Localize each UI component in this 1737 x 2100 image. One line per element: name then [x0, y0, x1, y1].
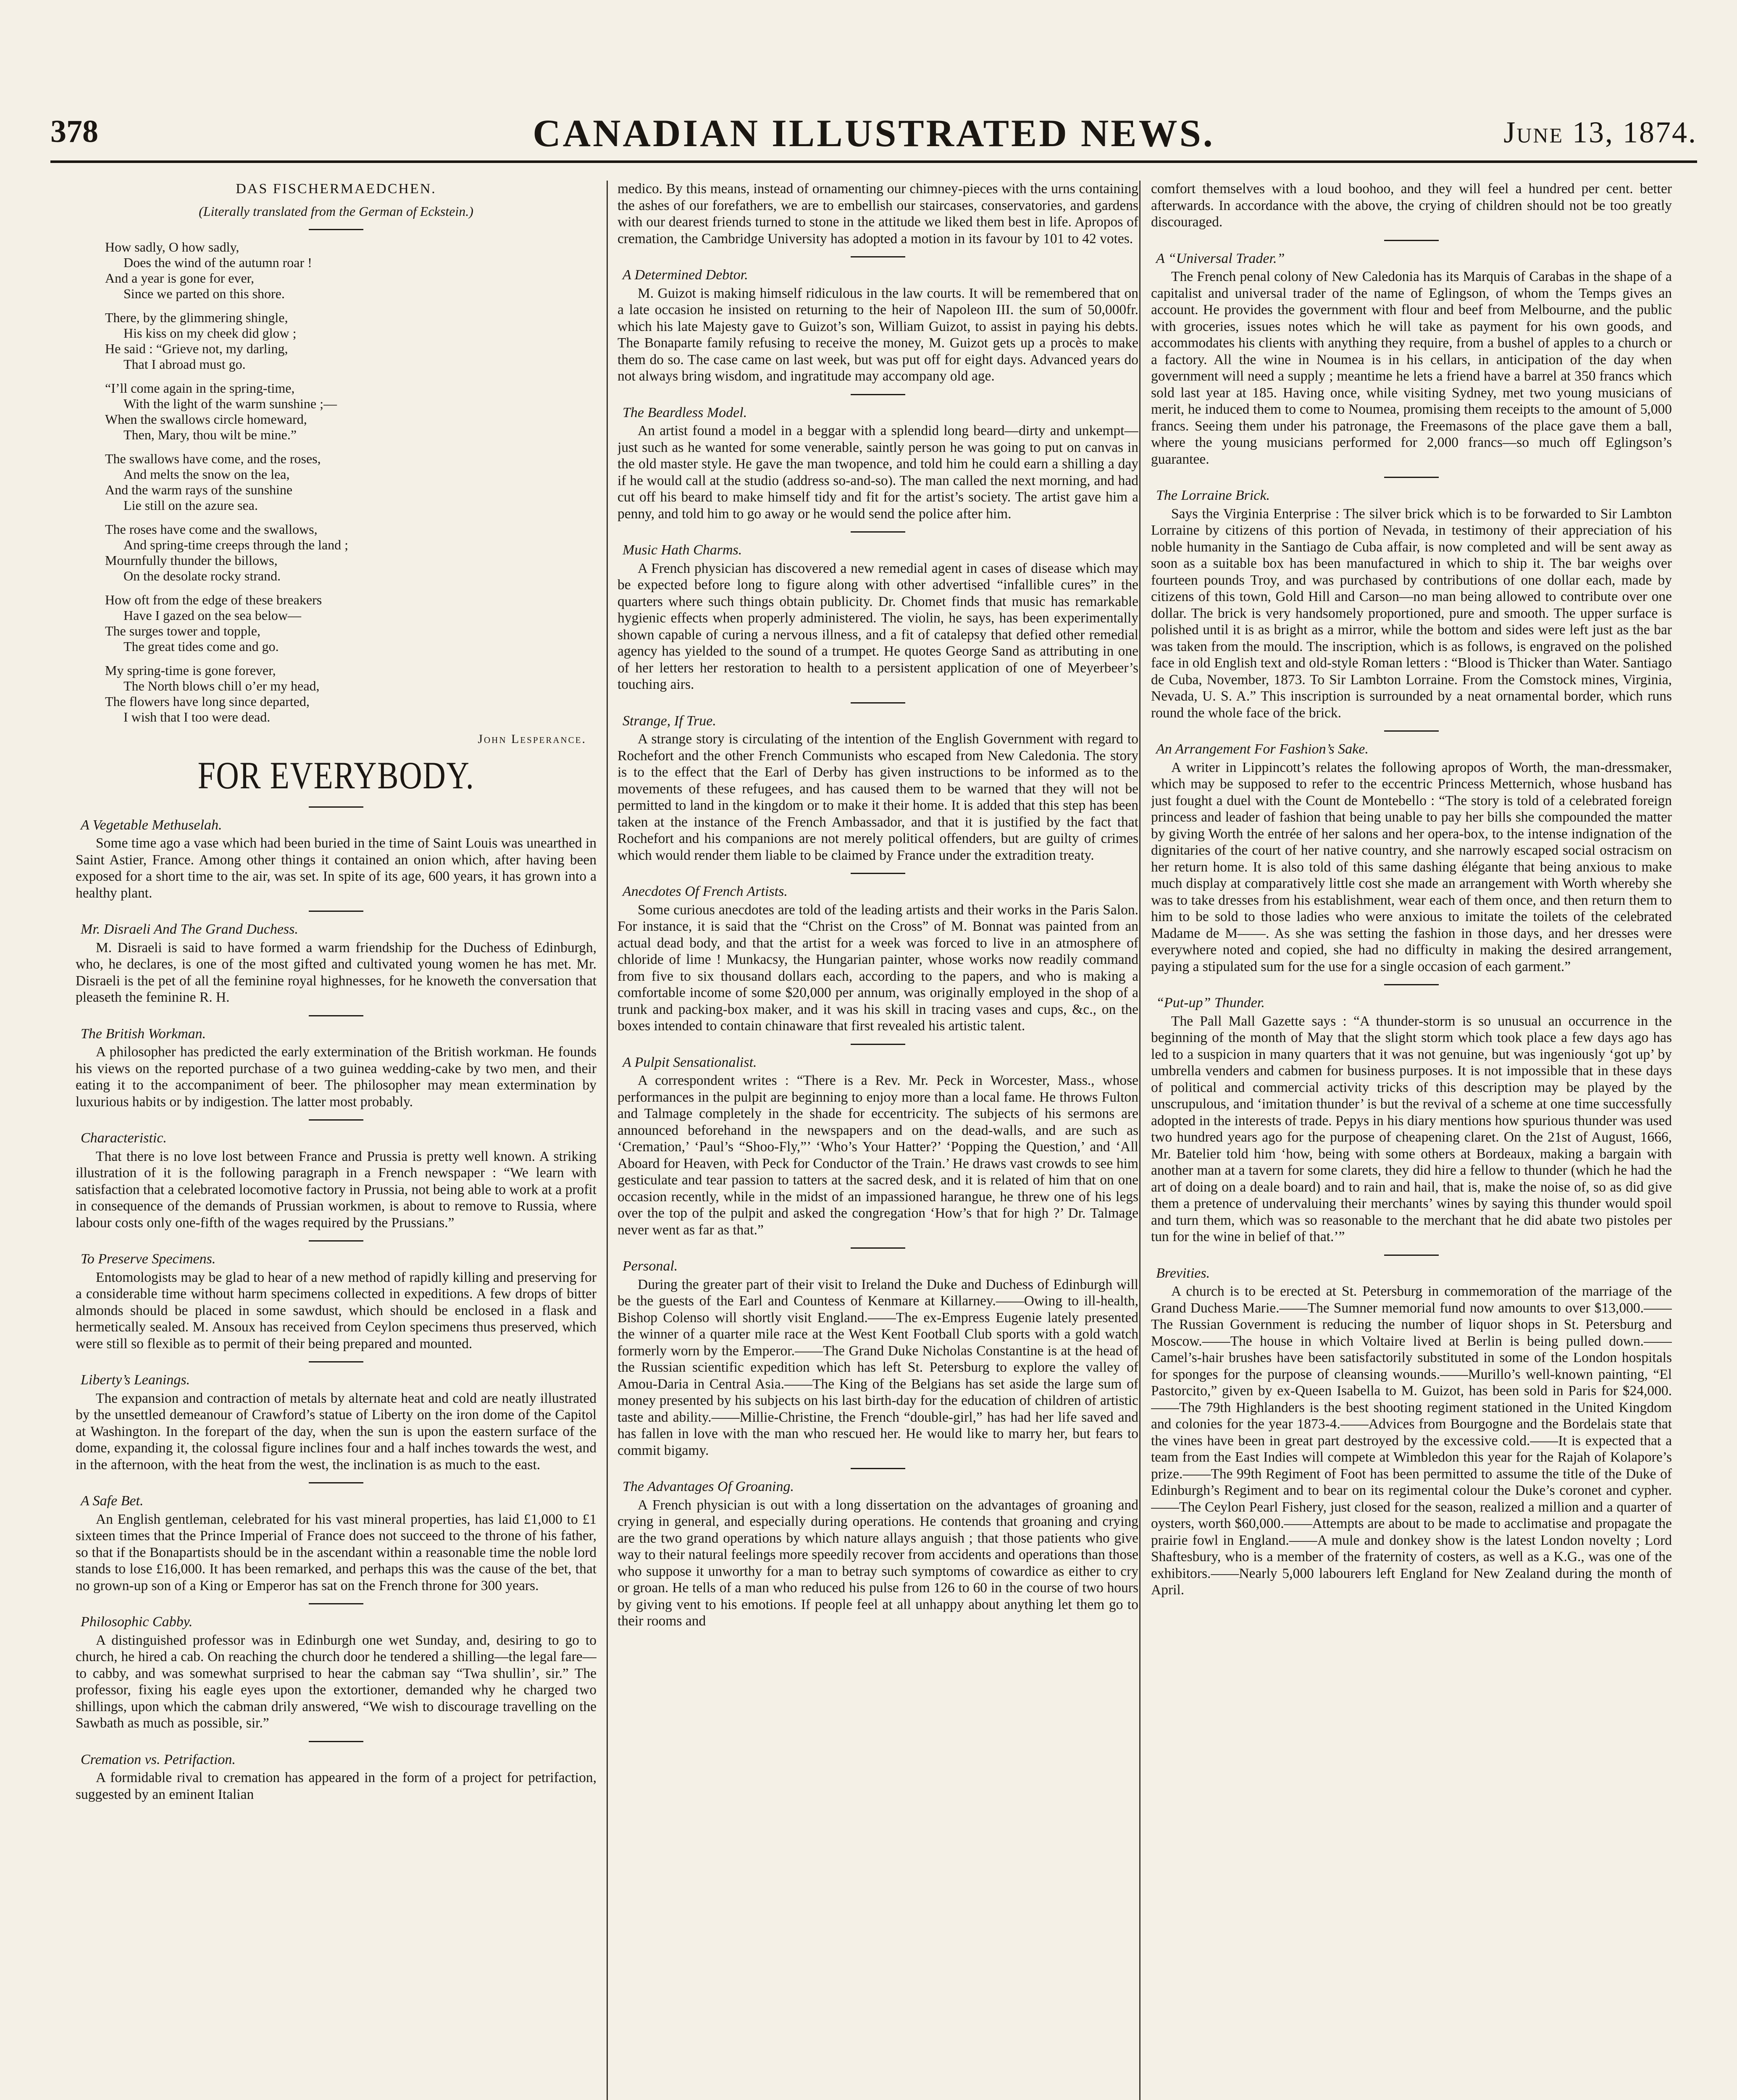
poem-line: Since we parted on this shore. [124, 286, 285, 301]
article-heading: Personal. [623, 1258, 678, 1274]
article-heading: A Determined Debtor. [623, 267, 748, 283]
newspaper-title: CANADIAN ILLUSTRATED NEWS. [533, 112, 1215, 155]
article-heading: A Pulpit Sensationalist. [623, 1054, 757, 1070]
article [1151, 240, 1672, 468]
article-heading: To Preserve Specimens. [81, 1251, 216, 1267]
poem-line: There, by the glimmering shingle, [105, 310, 288, 325]
article [76, 1240, 597, 1352]
divider [309, 1741, 363, 1742]
article-heading: The Beardless Model. [623, 404, 747, 420]
article-heading: Liberty’s Leanings. [81, 1372, 190, 1388]
article [76, 817, 597, 902]
column-1-articles [76, 817, 597, 1803]
article-paragraph: The expansion and contraction of metals by alternate heat and cold are neatly illustrated by the unsettled demeanour of Crawford’s statue of Liberty on the iron dome of the Capitol at Washington. In the forepart of the day, when the sun is upon the eastern surface of the dome, expanding it, the colossal figure inclines four and a half inches towards the west, and in the afternoon, with the heat from the west, the inclination is as much to the east. [76, 1390, 597, 1473]
poem-stanzas [76, 239, 597, 725]
divider [309, 1603, 363, 1604]
article-heading: Philosophic Cabby. [81, 1614, 193, 1630]
poem-stanza [105, 592, 597, 654]
article-paragraph: An artist found a model in a beggar with a splendid long beard—dirty and unkempt—just such as he wanted for some venerable, saintly person he was going to put on canvas in the old master style. He gave the man twopence, and told him he could earn a shilling a day if he would call at the studio (address so-and-so). The man called the next morning, and had cut off his beard to make himself tidy and fit for the artist’s society. The artist gave him a penny, and told him to go away or he would send the police after him. [618, 423, 1138, 522]
article [618, 1468, 1138, 1630]
poem-stanza [105, 310, 597, 372]
article [1151, 730, 1672, 975]
poem-line: And melts the snow on the lea, [124, 467, 290, 482]
divider [309, 1119, 363, 1121]
article [1151, 1255, 1672, 1599]
article-heading: A Vegetable Methuselah. [81, 817, 222, 833]
divider [309, 806, 363, 808]
article [76, 1482, 597, 1594]
poem-line: The surges tower and topple, [105, 623, 260, 638]
article-heading: Strange, If True. [623, 713, 716, 729]
article-heading: The British Workman. [81, 1026, 206, 1042]
article [618, 531, 1138, 693]
article [618, 702, 1138, 864]
article [76, 1119, 597, 1231]
article [76, 1015, 597, 1110]
article-paragraph: medico. By this means, instead of ornamenting our chimney-pieces with the urns containing the ashes of our forefathers, we are to embellish our staircases, conservatories, and gardens with our dearest friends turned to stone in the attitude we liked them best in life. Apropos of cremation, the Cambridge University has adopted a motion in its favour by 101 to 42 votes. [618, 181, 1138, 247]
column-divider [607, 181, 608, 2100]
poem-stanza [105, 451, 597, 513]
poem [76, 181, 597, 748]
poem-subtitle: (Literally translated from the German of Eckstein.) [199, 203, 473, 219]
article [618, 1247, 1138, 1459]
divider [1384, 730, 1439, 732]
article-paragraph: The French penal colony of New Caledonia has its Marquis of Carabas in the shape of a capitalist and universal trader of the name of Eglingson, of whom the Temps gives an account. He provides the government with flour and beef from Melbourne, and the public with groceries, issues notes which he will take as payment for his own goods, and accommodates his clients with anything they require, from a bushel of apples to a church or a factory. All the wine in Noumea is in his cellars, in anticipation of the day when government will need a supply ; meantime he lets a friend have a barrel at 350 francs which sold last year at 185. Having once, while visiting Sydney, met two young musicians of merit, he induced them to come to Noumea, promising them receipts to the amount of 5,000 francs. Seeing them under his patronage, the Freemasons of the place gave them a ball, where the young musicians performed for 2,000 francs—so much off Eglingson’s guarantee. [1151, 269, 1672, 467]
article-heading: Mr. Disraeli And The Grand Duchess. [81, 921, 298, 937]
poem-line: Then, Mary, thou wilt be mine.” [124, 427, 297, 442]
poem-line: The roses have come and the swallows, [105, 522, 318, 537]
article-paragraph: A strange story is circulating of the intention of the English Government with regard to Rochefort and the other French Communists who escaped from New Caledonia. The story is to the effect that the Earl of Derby has given instructions to be informed as to the movements of these refugees, and has caused them to be warned that they will not be permitted to land in the kingdom or to make it their home. It is added that this step has been taken at the instance of the French Ambassador, and that it is justified by the fact that Rochefort and his companions are not merely political offenders, but are guilty of crimes which would render them liable to be claimed by France under the extradition treaty. [618, 731, 1138, 863]
article [618, 394, 1138, 522]
poem-line: Does the wind of the autumn roar ! [124, 255, 312, 270]
poem-stanza [105, 381, 597, 443]
poem-line: “I’ll come again in the spring-time, [105, 381, 295, 396]
article-paragraph: Some curious anecdotes are told of the leading artists and their works in the Paris Salon. For instance, it is said that the “Christ on the Cross” of M. Bonnat was painted from an actual dead body, and that the artist for a week was forced to live in an atmosphere of chloride of lime ! Munkacsy, the Hungarian painter, whose works now readily command from five to six thousand dollars each, according to the papers, and who is making a comfortable income of some $20,000 per annum, was originally employed in the shop of a trunk and packing-box maker, and it was his skill in tracing vases and cups, &c., on the boxes intended to contain chinaware that first revealed his artistic talent. [618, 902, 1138, 1034]
poem-line: Have I gazed on the sea below— [124, 608, 301, 623]
article-heading: Characteristic. [81, 1130, 167, 1146]
article [76, 911, 597, 1006]
column-2 [618, 181, 1138, 2100]
article-paragraph: A French physician has discovered a new remedial agent in cases of disease which may be expected before long to figure along with other advertised “infallible cures” in the quarters where such things obtain publicity. Dr. Chomet finds that music has remarkable hygienic effects when properly administered. The violin, he says, has been experimentally shown capable of curing a nervous illness, and a fit of catalepsy that defied other remedial agency has yielded to the sound of a trumpet. He quotes George Sand as attributing in one of her letters her restoration to health to a persistent application of one of Meyerbeer’s touching airs. [618, 560, 1138, 692]
article-paragraph: comfort themselves with a loud boohoo, and they will feel a hundred per cent. better afterwards. In accordance with the above, the crying of children should not be too greatly discouraged. [1151, 181, 1672, 230]
article-paragraph: A writer in Lippincott’s relates the following apropos of Worth, the man-dressmaker, which may be supposed to refer to the eccentric Princess Metternich, whose husband has just fought a duel with the Count de Montebello : “The story is told of a celebrated foreign princess and leader of fashion that being unable to pay her bills she compounded the matter by giving Worth the entrée of her salons and her opera-box, to the intense indignation of the dignitaries of the court of her native country, and she narrowly escaped social ostracism on her return home. It is also told of this same dashing élégante that being anxious to make much display at comparatively little cost she made an arrangement with Worth whereby she was to take dresses from his establishment, wear each of them once, and then return them to him to be sold to those ladies who were anxious to imitate the toilets of the celebrated Madame de M——. As she was setting the fashion in those days, and her dresses were everywhere noted and copied, she had no difficulty in making the desired arrangement, paying a stipulated sum for the use for a single occasion of each garment.” [1151, 759, 1672, 974]
poem-line: That I abroad must go. [124, 357, 246, 372]
article [1151, 984, 1672, 1245]
divider [851, 1468, 905, 1469]
divider [851, 702, 905, 704]
article-paragraph: An English gentleman, celebrated for his vast mineral properties, has laid £1,000 to £1 sixteen times that the Prince Imperial of France does not succeed to the throne of his father, so that if the Bonapartists should be in the ascendant within a reasonable time the noble lord stands to lose £16,000. It has been remarked, and perhaps this was the cause of the bet, that no grown-up son of a King or Emperor has sat on the French throne for 300 years. [76, 1511, 597, 1593]
poem-line: The flowers have long since departed, [105, 694, 310, 709]
article-heading: A Safe Bet. [81, 1493, 144, 1509]
article [618, 1044, 1138, 1239]
article [76, 1741, 597, 1803]
poem-line: My spring-time is gone forever, [105, 663, 276, 678]
article [618, 873, 1138, 1034]
divider [851, 1044, 905, 1045]
divider [309, 1482, 363, 1483]
poem-line: Mournfully thunder the billows, [105, 553, 278, 568]
poem-line: The swallows have come, and the roses, [105, 451, 321, 466]
article-heading: “Put-up” Thunder. [1156, 995, 1265, 1011]
poem-line: He said : “Grieve not, my darling, [105, 341, 288, 356]
divider [309, 1015, 363, 1016]
article-heading: The Advantages Of Groaning. [623, 1479, 794, 1494]
divider [1384, 984, 1439, 985]
poem-stanza [105, 522, 597, 584]
divider [1384, 240, 1439, 241]
article [1151, 181, 1672, 231]
article [76, 1361, 597, 1473]
article-paragraph: A distinguished professor was in Edinburgh one wet Sunday, and, desiring to go to church, he hired a cab. On reaching the church door he tendered a shilling—the legal fare—to cabby, and was somewhat surprised to hear the cabman say “Twa shullin’, sir.” The professor, fixing his eagle eyes upon the extortioner, demanded why he charged two shillings, upon which the cabman drily answered, “We wish to discourage travelling on the Sawbath as much as possible, sir.” [76, 1632, 597, 1731]
article-paragraph: M. Disraeli is said to have formed a warm friendship for the Duchess of Edinburgh, who, he declares, is one of the most gifted and cultivated young women he has met. Mr. Disraeli is the pet of all the feminine royal highnesses, for he knoweth the conversation that pleaseth the feminine R. H. [76, 940, 597, 1005]
divider [1384, 477, 1439, 478]
poem-stanza [105, 663, 597, 725]
column-3 [1151, 181, 1672, 2100]
article-paragraph: Some time ago a vase which had been buried in the time of Saint Louis was unearthed in Saint Astier, France. Among other things it contained an onion which, after having been exposed for a short time to the air, was set. In spite of its age, 600 years, it has grown into a healthy plant. [76, 835, 597, 901]
article-paragraph: The Pall Mall Gazette says : “A thunder-storm is so unusual an occurrence in the beginning of the month of May that the slight storm which took place a few days ago has led to a suspicion in many quarters that it was not genuine, but was ingeniously ‘got up’ by umbrella venders and cabmen for business purposes. It is not impossible that in these days of political and commercial activity tricks of this description may be played by the unscrupulous, and ‘imitation thunder’ is but the revival of a scheme at one time successfully adopted in the interests of trade. Pepys in his diary mentions how spurious thunder was used two hundred years ago for the purpose of cheapening claret. On the 21st of August, 1666, Mr. Batelier told him ‘how, being with some others at Bordeaux, making a bargain with another man at a tavern for some clarets, they did hire a fellow to thunder (which he had the art of doing on a deale board) and to rain and hail, that is, make the noise of, so as did give them a pretence of undervaluing their merchants’ wines by saying this thunder would spoil and turn them, which was so reasonable to the merchant that he did abate two pistoles per tun for the wine in belief of that.’” [1151, 1013, 1672, 1244]
article [618, 181, 1138, 247]
poem-line: The North blows chill o’er my head, [124, 678, 320, 693]
poem-title: DAS FISCHERMAEDCHEN. [236, 181, 436, 197]
article-paragraph: M. Guizot is making himself ridiculous in the law courts. It will be remembered that on a late occasion he insisted on returning to the heir of Napoleon III. the sum of 50,000fr. which his late Majesty gave to Guizot’s son, William Guizot, to assist in paying his debts. The Bonaparte family refusing to receive the money, M. Guizot gets up a procès to make them do so. The case came on last week, but was put off for eight days. Advanced years do not always bring wisdom, and ingratitude may accompany old age. [618, 285, 1138, 384]
article-heading: The Lorraine Brick. [1156, 488, 1270, 503]
divider [851, 873, 905, 874]
article-paragraph: A correspondent writes : “There is a Rev. Mr. Peck in Worcester, Mass., whose performances in the pulpit are beginning to enjoy more than a local fame. He throws Fulton and Talmage completely in the shade for eccentricity. The subjects of his sermons are announced beforehand in the newspapers and on the dead-walls, and are such as ‘Cremation,’ ‘Paul’s “Shoo-Fly,”’ ‘Who’s Your Hatter?’ ‘Popping the Question,’ and ‘All Aboard for Heaven, with Peck for Conductor of the Train.’ He draws vast crowds to see him gesticulate and tear passion to tatters at the sacred desk, and it is related of him that on one occasion recently, while in the midst of an impassioned harangue, he threw one of his legs over the top of the pulpit and asked the congregation ‘How’s that for high ?’ Dr. Talmage never went as far as that.” [618, 1073, 1138, 1238]
article-paragraph: Entomologists may be glad to hear of a new method of rapidly killing and preserving for a considerable time without harm specimens collected in expeditions. A few drops of bitter almonds should be placed in some sawdust, which should be enclosed in a flask and hermetically sealed. M. Ansoux has received from Ceylon specimens thus preserved, which were still so flexible as to permit of their being prepared and mounted. [76, 1269, 597, 1352]
divider [309, 1361, 363, 1362]
poem-line: When the swallows circle homeward, [105, 412, 307, 427]
poem-line: And the warm rays of the sunshine [105, 482, 293, 497]
article-heading: Music Hath Charms. [623, 542, 742, 558]
divider [851, 256, 905, 257]
column-2-articles [618, 181, 1138, 1630]
poem-stanza [105, 239, 597, 302]
poem-line: With the light of the warm sunshine ;— [124, 396, 337, 411]
poem-line: His kiss on my cheek did glow ; [124, 326, 297, 341]
section-title: FOR EVERYBODY. [197, 753, 475, 797]
article [76, 1603, 597, 1732]
article-heading: A “Universal Trader.” [1156, 250, 1285, 266]
article-heading: Cremation vs. Petrifaction. [81, 1751, 236, 1767]
divider [851, 531, 905, 533]
article-paragraph: A philosopher has predicted the early extermination of the British workman. He founds his views on the reported purchase of a two guinea wedding-cake by two men, and their eating it to the accompaniment of beer. The philosopher may mean extermination by luxurious habits or by indigestion. The latter most probably. [76, 1044, 597, 1110]
divider [1384, 1255, 1439, 1256]
divider [309, 229, 363, 230]
article [618, 256, 1138, 385]
page-number: 378 [50, 114, 98, 149]
poem-line: The great tides come and go. [124, 639, 279, 654]
column-3-articles [1151, 181, 1672, 1599]
issue-date: June 13, 1874. [1503, 116, 1697, 149]
masthead [50, 97, 1697, 168]
article-paragraph: A French physician is out with a long dissertation on the advantages of groaning and crying in general, and especially during operations. He contends that groaning and crying are the two grand operations by which nature allays anguish ; that those patients who give way to their natural feelings more speedily recover from accidents and operations than those who suppose it unworthy for a man to betray such symptoms of cowardice as either to cry or groan. He tells of a man who reduced his pulse from 126 to 60 in the course of two hours by giving vent to his emotions. If people feel at all unhappy about anything let them go to their rooms and [618, 1497, 1138, 1629]
poem-line: And a year is gone for ever, [105, 270, 255, 286]
article-paragraph: A church is to be erected at St. Petersburg in commemoration of the marriage of the Grand Duchess Marie.——The Sumner memorial fund now amounts to over $13,000.——The Russian Government is reducing the number of liquor shops in St. Petersburg and Moscow.——The house in which Voltaire lived at Berlin is being pulled down.——Camel’s-hair brushes have been satisfactorily substituted in some of the London hospitals for sponges for the purpose of cleansing wounds.——Murillo’s well-known painting, “El Pastorcito,” given by ex-Queen Isabella to M. Guizot, has been sold in Paris for $24,000.——The 79th Highlanders is the best shooting regiment stationed in the United Kingdom and colonies for the year 1873-4.——Advices from Bourgogne and the Bordelais state that the vines have been in great part destroyed by the excessive cold.——It is expected that a team from the East Indies will compete at Wimbledon this year for the Rajah of Kolapore’s prize.——The 99th Regiment of Foot has been permitted to assume the title of the Duke of Edinburgh’s Regiment and to bear on its regimental colour the Duke’s coronet and cypher.——The Ceylon Pearl Fishery, just closed for the season, realized a million and a quarter of oysters, worth $60,000.——Attempts are about to be made to acclimatise and propagate the prairie fowl in England.——A mule and donkey show is the latest London novelty ; Lord Shaftesbury, who is a member of the fraternity of costers, as well as a K.G., was one of the exhibitors.——Nearly 5,000 labourers left England for New Zealand during the month of April. [1151, 1284, 1672, 1598]
article-heading: Brevities. [1156, 1265, 1210, 1281]
article-paragraph: That there is no love lost between France and Prussia is pretty well known. A striking illustration of it is the following paragraph in a French newspaper : “We learn with satisfaction that a celebrated locomotive factory in Prussia, not being able to work at a profit in consequence of the demands of Prussian workmen, is about to remove to Russia, where labour costs only one-fifth of the wages required by the Prussians.” [76, 1148, 597, 1231]
article-heading: Anecdotes Of French Artists. [623, 884, 788, 899]
poem-line: How oft from the edge of these breakers [105, 592, 322, 607]
column-divider [1139, 181, 1140, 2100]
divider [309, 1240, 363, 1242]
divider [309, 911, 363, 912]
poem-line: On the desolate rocky strand. [124, 568, 281, 583]
poem-line: And spring-time creeps through the land ; [124, 537, 348, 552]
poem-line: How sadly, O how sadly, [105, 239, 239, 255]
poem-line: Lie still on the azure sea. [124, 498, 258, 513]
article [1151, 477, 1672, 721]
poem-line: I wish that I too were dead. [124, 709, 271, 724]
article-paragraph: Says the Virginia Enterprise : The silver brick which is to be forwarded to Sir Lambton Lorraine by citizens of this portion of Nevada, in testimony of their appreciation of his noble humanity in the Santiago de Cuba affair, is now completed and will be sent away as soon as a suitable box has been manufactured in which to ship it. The bar weighs over fourteen pounds Troy, and was purchased by contributions of one dollar each, made by citizens of this town, Gold Hill and Carson—no man being allowed to contribute over one dollar. The brick is very handsomely proportioned, pure and smooth. The upper surface is polished until it is as bright as a mirror, while the bottom and sides were left just as the bar was taken from the mould. The inscription, which is as follows, is engraved on the polished face in old English text and old-style Roman letters : “Blood is Thicker than Water. Santiago de Cuba, November, 1873. To Sir Lambton Lorraine. From the Comstock mines, Virginia, Nevada, U. S. A.” This inscription is surrounded by a neat ornamental border, which runs round the whole face of the brick. [1151, 506, 1672, 721]
column-1 [76, 181, 597, 2100]
header-rule [50, 160, 1697, 163]
article-heading: An Arrangement For Fashion’s Sake. [1156, 741, 1369, 757]
article-paragraph: During the greater part of their visit to Ireland the Duke and Duchess of Edinburgh will be the guests of the Earl and Countess of Kenmare at Killarney.——Owing to ill-health, Bishop Colenso will shortly visit England.——The ex-Empress Eugenie lately presented the winner of a quarter mile race at the West Kent Football Club sports with a gold watch formerly worn by the Emperor.——The Grand Duke Nicholas Constantine is at the head of the Russian scientific expedition which has left St. Petersburg to explore the valley of Amou-Daria in Central Asia.——The King of the Belgians has set aside the large sum of money presented by his subjects on his last birth-day for the education of children of artistic taste and ability.——Millie-Christine, the French “double-girl,” has had her life saved and has fallen in love with the man who rescued her. He would like to marry her, but fears to commit bigamy. [618, 1276, 1138, 1458]
article-paragraph: A formidable rival to cremation has appeared in the form of a project for petrifaction, suggested by an eminent Italian [76, 1770, 597, 1802]
divider [851, 394, 905, 395]
divider [851, 1247, 905, 1249]
poem-author: John Lesperance. [478, 732, 586, 746]
